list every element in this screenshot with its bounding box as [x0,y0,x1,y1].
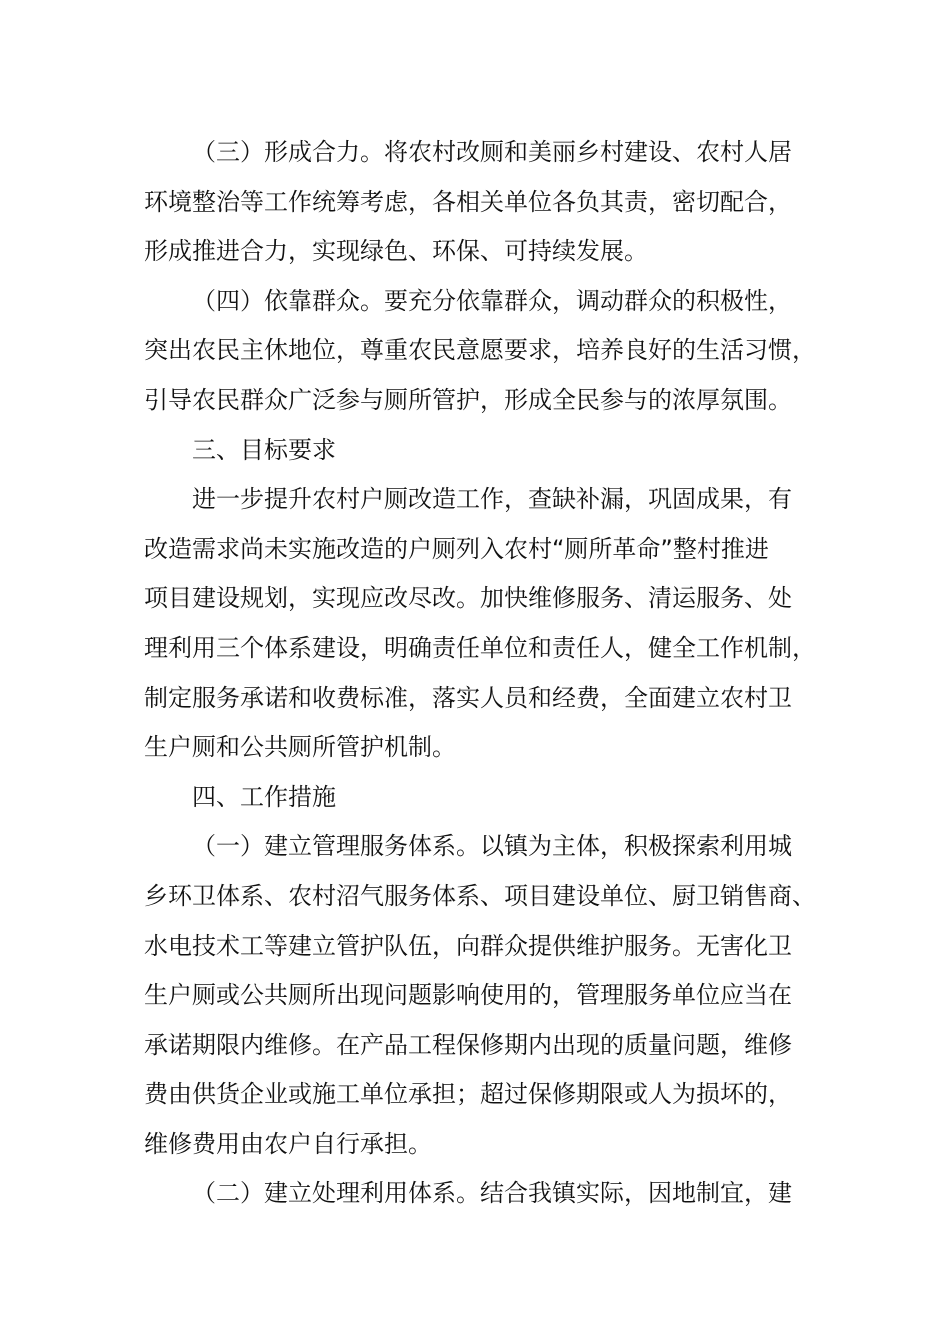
text-line: 维修费用由农户自行承担。 [144,1129,432,1158]
section-heading-measures [144,773,824,823]
text-line: 环境整治等工作统筹考虑，各相关单位各负其责，密切配合， [144,187,792,216]
text-line: 乡环卫体系、农村沼气服务体系、项目建设单位、厨卫销售商、 [144,881,816,910]
text-line: 生户厕和公共厕所管护机制。 [144,733,456,762]
text-line: 引导农民群众广泛参与厕所管护，形成全民参与的浓厚氛围。 [144,385,792,414]
document-body [144,128,824,1219]
text-line: 突出农民主休地位，尊重农民意愿要求，培养良好的生活习惯， [144,336,816,365]
text-line: （二）建立处理利用体系。结合我镇实际，因地制宜，建 [192,1179,792,1208]
text-line: （一）建立管理服务体系。以镇为主体，积极探索利用城 [192,832,792,861]
text-line: 形成推进合力，实现绿色、环保、可持续发展。 [144,237,648,266]
text-line: 进一步提升农村户厕改造工作，查缺补漏，巩固成果，有 [192,485,792,514]
text-line: 费由供货企业或施工单位承担；超过保修期限或人为损坏的， [144,1080,792,1109]
text-line: （四）依靠群众。要充分依靠群众，调动群众的积极性， [192,286,792,315]
paragraph-treatment-utilization-system [144,1169,824,1219]
section-heading: 四、工作措施 [192,782,336,811]
text-line: （三）形成合力。将农村改厕和美丽乡村建设、农村人居 [192,138,792,166]
paragraph-goals [144,475,824,773]
text-line: 理利用三个体系建设，明确责任单位和责任人，健全工作机制， [144,633,816,662]
text-line: 改造需求尚未实施改造的户厕列入农村“厕所革命”整村推进 [144,534,769,563]
text-line: 制定服务承诺和收费标准，落实人员和经费，全面建立农村卫 [144,683,792,712]
text-line: 承诺期限内维修。在产品工程保修期内出现的质量问题，维修 [144,1030,792,1059]
text-line: 生户厕或公共厕所出现问题影响使用的，管理服务单位应当在 [144,981,792,1010]
text-line: 水电技术工等建立管护队伍，向群众提供维护服务。无害化卫 [144,931,792,960]
paragraph-rely-on-masses [144,277,824,426]
paragraph-form-synergy [144,128,824,277]
section-heading: 三、目标要求 [192,435,336,464]
paragraph-management-service-system [144,822,824,1169]
section-heading-goals [144,426,824,476]
text-line: 项目建设规划，实现应改尽改。加快维修服务、清运服务、处 [144,584,792,613]
